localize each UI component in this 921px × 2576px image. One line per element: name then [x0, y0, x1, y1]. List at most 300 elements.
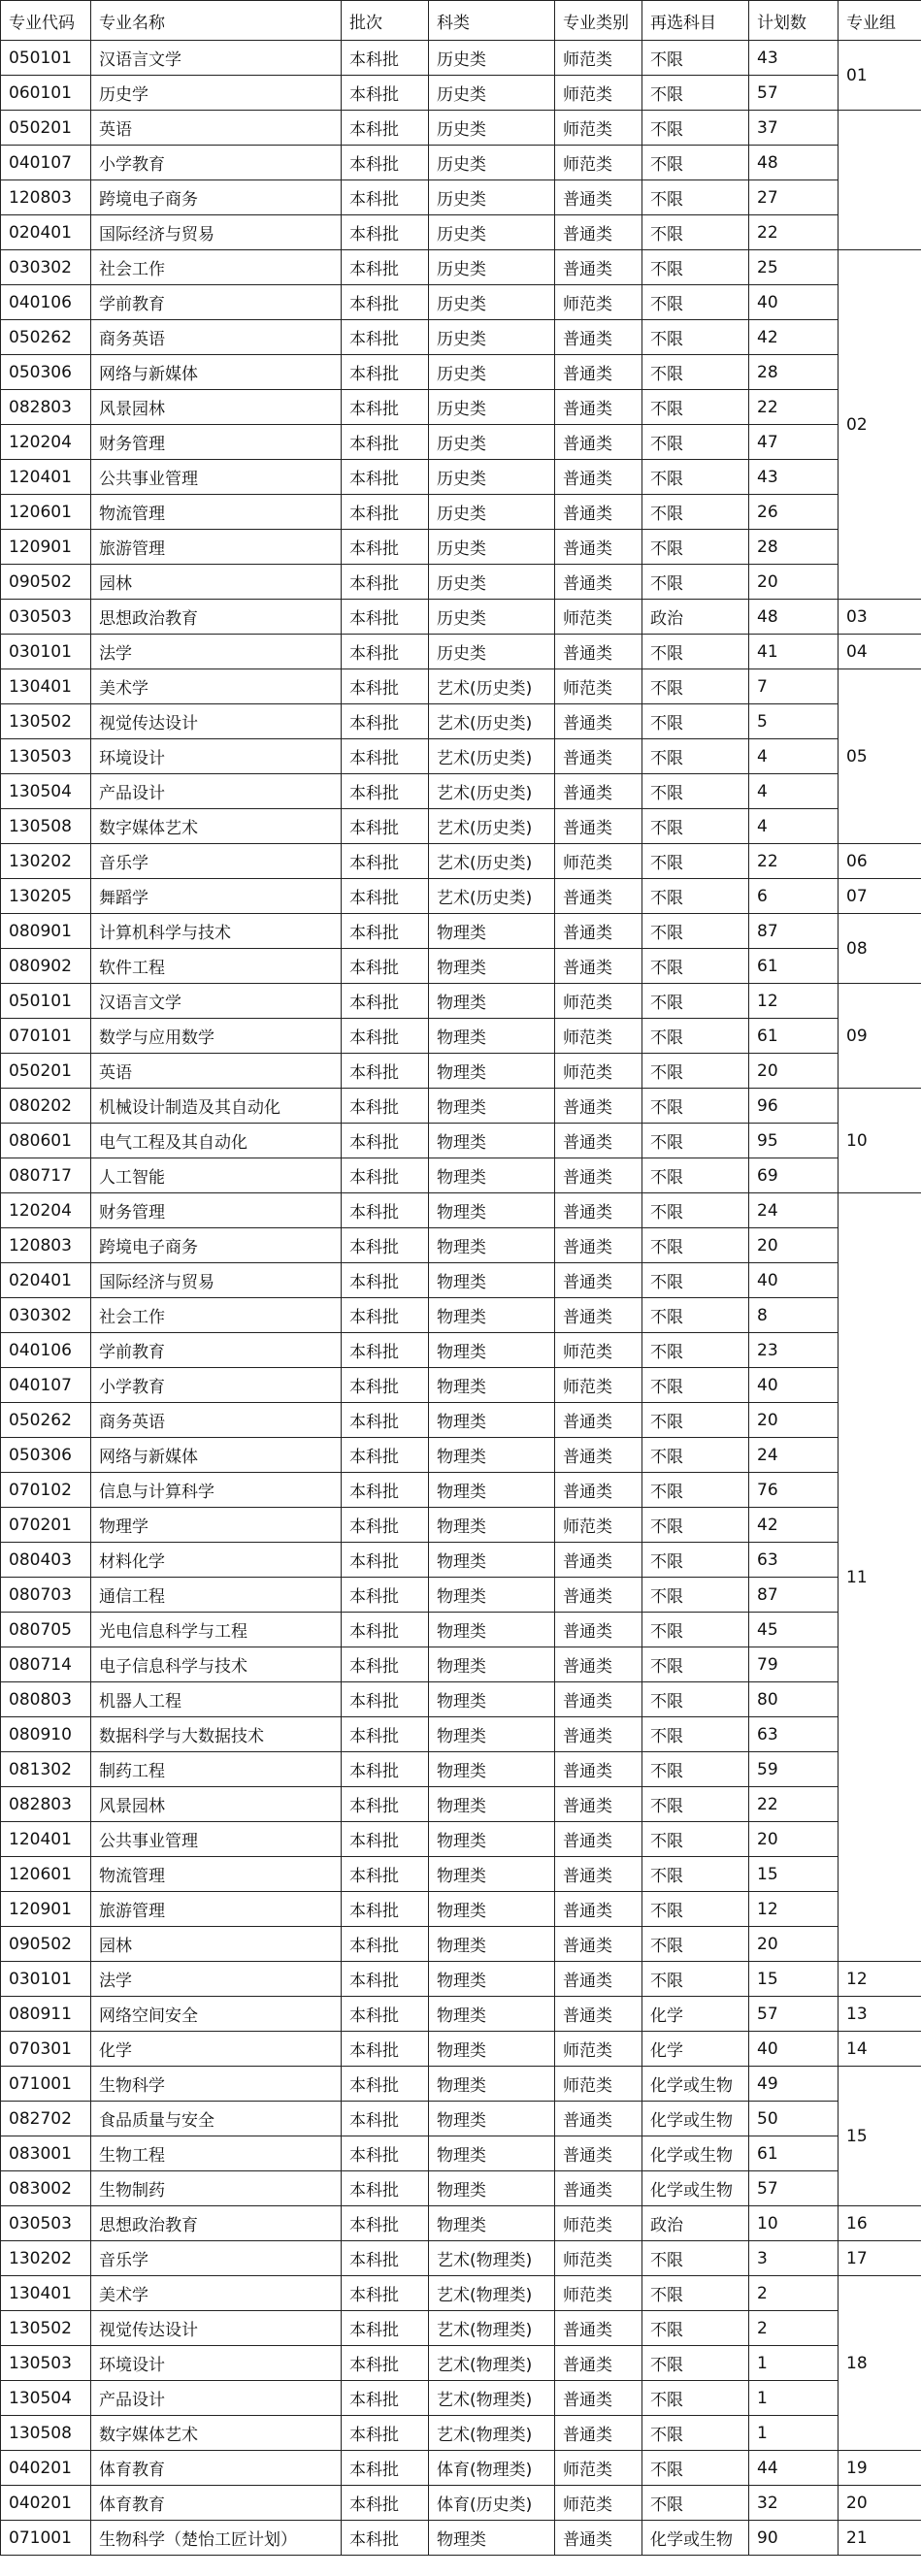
table-cell: 63 — [749, 1543, 839, 1578]
table-cell: 普通类 — [555, 565, 642, 600]
table-cell: 不限 — [642, 320, 749, 355]
table-cell: 80 — [749, 1682, 839, 1717]
table-cell: 本科批 — [342, 2416, 429, 2451]
table-cell: 物理类 — [429, 1927, 555, 1962]
table-cell: 48 — [749, 146, 839, 180]
table-cell: 57 — [749, 2171, 839, 2206]
table-cell: 英语 — [91, 111, 342, 146]
table-cell: 083002 — [1, 2171, 91, 2206]
table-cell: 本科批 — [342, 1647, 429, 1682]
table-cell: 物理类 — [429, 2521, 555, 2556]
table-cell: 物理类 — [429, 1368, 555, 1403]
table-row — [1, 1403, 921, 1438]
table-cell: 普通类 — [555, 180, 642, 215]
table-cell: 本科批 — [342, 41, 429, 76]
table-cell: 师范类 — [555, 1333, 642, 1368]
column-header: 专业代码 — [1, 1, 91, 41]
table-cell: 化学 — [642, 2032, 749, 2067]
table-cell: 49 — [749, 2067, 839, 2102]
table-cell: 42 — [749, 1508, 839, 1543]
table-cell: 40 — [749, 285, 839, 320]
table-cell: 本科批 — [342, 495, 429, 530]
table-cell: 本科批 — [342, 1682, 429, 1717]
column-header: 计划数 — [749, 1, 839, 41]
table-cell: 不限 — [642, 460, 749, 495]
table-cell: 师范类 — [555, 984, 642, 1019]
table-cell: 普通类 — [555, 1647, 642, 1682]
table-cell: 环境设计 — [91, 2346, 342, 2381]
table-row — [1, 704, 921, 739]
table-cell: 6 — [749, 879, 839, 914]
table-cell: 本科批 — [342, 1019, 429, 1054]
table-cell: 普通类 — [555, 1927, 642, 1962]
group-cell — [839, 111, 921, 250]
column-header: 批次 — [342, 1, 429, 41]
table-row — [1, 669, 921, 704]
table-cell: 12 — [749, 1892, 839, 1927]
table-cell: 不限 — [642, 2311, 749, 2346]
table-cell: 物理类 — [429, 2067, 555, 2102]
table-cell: 本科批 — [342, 2206, 429, 2241]
table-cell: 艺术(历史类) — [429, 809, 555, 844]
table-cell: 普通类 — [555, 1438, 642, 1473]
table-cell: 人工智能 — [91, 1158, 342, 1193]
table-cell: 43 — [749, 41, 839, 76]
table-cell: 40 — [749, 1368, 839, 1403]
table-cell: 物理类 — [429, 2032, 555, 2067]
table-cell: 不限 — [642, 1019, 749, 1054]
table-cell: 本科批 — [342, 2276, 429, 2311]
table-cell: 20 — [749, 565, 839, 600]
table-cell: 7 — [749, 669, 839, 704]
table-cell: 化学 — [91, 2032, 342, 2067]
table-cell: 不限 — [642, 879, 749, 914]
table-cell: 数字媒体艺术 — [91, 809, 342, 844]
table-cell: 本科批 — [342, 320, 429, 355]
table-cell: 艺术(物理类) — [429, 2241, 555, 2276]
table-cell: 美术学 — [91, 2276, 342, 2311]
table-cell: 物理类 — [429, 2136, 555, 2171]
table-row — [1, 1263, 921, 1298]
table-cell: 040106 — [1, 285, 91, 320]
table-cell: 不限 — [642, 565, 749, 600]
table-cell: 020401 — [1, 1263, 91, 1298]
group-cell: 09 — [839, 984, 921, 1089]
table-cell: 本科批 — [342, 1717, 429, 1752]
table-cell: 12 — [749, 984, 839, 1019]
table-cell: 本科批 — [342, 1857, 429, 1892]
table-row — [1, 1997, 921, 2032]
table-cell: 47 — [749, 425, 839, 460]
table-cell: 本科批 — [342, 1578, 429, 1613]
table-row — [1, 1298, 921, 1333]
group-cell: 11 — [839, 1193, 921, 1962]
table-cell: 体育教育 — [91, 2486, 342, 2521]
table-cell: 普通类 — [555, 2102, 642, 2136]
table-row — [1, 2171, 921, 2206]
table-cell: 思想政治教育 — [91, 2206, 342, 2241]
table-row — [1, 2381, 921, 2416]
table-cell: 2 — [749, 2311, 839, 2346]
table-row — [1, 180, 921, 215]
table-cell: 物理类 — [429, 1508, 555, 1543]
table-cell: 园林 — [91, 1927, 342, 1962]
table-cell: 艺术(物理类) — [429, 2381, 555, 2416]
table-cell: 生物科学（楚怡工匠计划） — [91, 2521, 342, 2556]
table-cell: 120803 — [1, 180, 91, 215]
group-cell: 04 — [839, 635, 921, 669]
table-cell: 不限 — [642, 1543, 749, 1578]
table-row — [1, 600, 921, 635]
table-cell: 普通类 — [555, 1787, 642, 1822]
table-cell: 音乐学 — [91, 844, 342, 879]
table-cell: 普通类 — [555, 2381, 642, 2416]
table-cell: 师范类 — [555, 76, 642, 111]
table-cell: 090502 — [1, 565, 91, 600]
group-cell: 07 — [839, 879, 921, 914]
table-cell: 历史类 — [429, 390, 555, 425]
table-cell: 不限 — [642, 1647, 749, 1682]
table-row — [1, 1158, 921, 1193]
table-cell: 不限 — [642, 1717, 749, 1752]
table-cell: 本科批 — [342, 2311, 429, 2346]
table-cell: 050101 — [1, 41, 91, 76]
table-cell: 本科批 — [342, 1543, 429, 1578]
table-cell: 软件工程 — [91, 949, 342, 984]
table-cell: 5 — [749, 704, 839, 739]
table-row — [1, 2136, 921, 2171]
table-cell: 1 — [749, 2416, 839, 2451]
table-cell: 不限 — [642, 1228, 749, 1263]
table-cell: 师范类 — [555, 2451, 642, 2486]
table-cell: 不限 — [642, 949, 749, 984]
table-cell: 120601 — [1, 1857, 91, 1892]
table-cell: 跨境电子商务 — [91, 1228, 342, 1263]
table-row — [1, 1228, 921, 1263]
group-cell: 08 — [839, 914, 921, 984]
table-row — [1, 2416, 921, 2451]
table-cell: 物理类 — [429, 949, 555, 984]
table-cell: 082803 — [1, 390, 91, 425]
table-cell: 师范类 — [555, 146, 642, 180]
table-cell: 不限 — [642, 2451, 749, 2486]
table-cell: 不限 — [642, 704, 749, 739]
table-cell: 083001 — [1, 2136, 91, 2171]
table-cell: 法学 — [91, 1962, 342, 1997]
table-cell: 物理类 — [429, 1997, 555, 2032]
column-header: 专业名称 — [91, 1, 342, 41]
table-cell: 071001 — [1, 2067, 91, 2102]
table-cell: 本科批 — [342, 2171, 429, 2206]
table-cell: 080705 — [1, 1613, 91, 1647]
table-cell: 师范类 — [555, 2206, 642, 2241]
table-row — [1, 111, 921, 146]
table-cell: 师范类 — [555, 1368, 642, 1403]
table-cell: 不限 — [642, 2276, 749, 2311]
table-cell: 本科批 — [342, 704, 429, 739]
table-row — [1, 2521, 921, 2556]
table-cell: 生物制药 — [91, 2171, 342, 2206]
table-cell: 物理类 — [429, 1228, 555, 1263]
table-cell: 本科批 — [342, 215, 429, 250]
table-cell: 普通类 — [555, 1613, 642, 1647]
table-cell: 27 — [749, 180, 839, 215]
table-cell: 本科批 — [342, 565, 429, 600]
table-cell: 120901 — [1, 530, 91, 565]
table-cell: 不限 — [642, 844, 749, 879]
table-cell: 物理学 — [91, 1508, 342, 1543]
table-cell: 普通类 — [555, 320, 642, 355]
table-cell: 50 — [749, 2102, 839, 2136]
table-cell: 政治 — [642, 2206, 749, 2241]
table-cell: 不限 — [642, 1787, 749, 1822]
table-cell: 96 — [749, 1089, 839, 1124]
table-cell: 030101 — [1, 635, 91, 669]
table-cell: 030101 — [1, 1962, 91, 1997]
table-row — [1, 1682, 921, 1717]
table-row — [1, 635, 921, 669]
table-cell: 070301 — [1, 2032, 91, 2067]
table-cell: 030302 — [1, 250, 91, 285]
table-cell: 历史类 — [429, 355, 555, 390]
table-row — [1, 1578, 921, 1613]
table-row — [1, 1962, 921, 1997]
table-cell: 不限 — [642, 1962, 749, 1997]
table-cell: 普通类 — [555, 1543, 642, 1578]
table-cell: 不限 — [642, 1333, 749, 1368]
table-cell: 本科批 — [342, 2451, 429, 2486]
group-cell: 12 — [839, 1962, 921, 1997]
table-cell: 050262 — [1, 320, 91, 355]
table-cell: 不限 — [642, 1752, 749, 1787]
table-cell: 化学或生物 — [642, 2136, 749, 2171]
table-cell: 物理类 — [429, 1822, 555, 1857]
table-cell: 本科批 — [342, 1403, 429, 1438]
table-cell: 政治 — [642, 600, 749, 635]
table-cell: 130508 — [1, 809, 91, 844]
table-cell: 普通类 — [555, 1228, 642, 1263]
table-cell: 普通类 — [555, 355, 642, 390]
table-row — [1, 250, 921, 285]
table-cell: 本科批 — [342, 1892, 429, 1927]
table-cell: 历史类 — [429, 146, 555, 180]
table-cell: 不限 — [642, 2486, 749, 2521]
table-cell: 120204 — [1, 1193, 91, 1228]
table-row — [1, 2276, 921, 2311]
table-cell: 040201 — [1, 2451, 91, 2486]
table-cell: 小学教育 — [91, 146, 342, 180]
table-cell: 国际经济与贸易 — [91, 1263, 342, 1298]
table-cell: 物理类 — [429, 2171, 555, 2206]
table-cell: 商务英语 — [91, 1403, 342, 1438]
table-row — [1, 285, 921, 320]
table-row — [1, 2346, 921, 2381]
table-row — [1, 2241, 921, 2276]
table-cell: 130504 — [1, 774, 91, 809]
table-cell: 普通类 — [555, 1089, 642, 1124]
table-cell: 不限 — [642, 1368, 749, 1403]
table-cell: 130508 — [1, 2416, 91, 2451]
table-cell: 不限 — [642, 1473, 749, 1508]
table-cell: 历史类 — [429, 425, 555, 460]
table-cell: 普通类 — [555, 1263, 642, 1298]
table-cell: 物理类 — [429, 1403, 555, 1438]
table-cell: 40 — [749, 2032, 839, 2067]
table-cell: 130503 — [1, 739, 91, 774]
table-row — [1, 984, 921, 1019]
table-row — [1, 530, 921, 565]
table-row — [1, 1193, 921, 1228]
table-cell: 2 — [749, 2276, 839, 2311]
table-cell: 商务英语 — [91, 320, 342, 355]
table-cell: 本科批 — [342, 949, 429, 984]
table-row — [1, 1438, 921, 1473]
table-cell: 不限 — [642, 285, 749, 320]
table-cell: 历史类 — [429, 635, 555, 669]
table-cell: 普通类 — [555, 1193, 642, 1228]
table-cell: 本科批 — [342, 2346, 429, 2381]
table-cell: 视觉传达设计 — [91, 2311, 342, 2346]
table-cell: 体育(物理类) — [429, 2451, 555, 2486]
table-row — [1, 879, 921, 914]
table-cell: 历史类 — [429, 565, 555, 600]
table-cell: 普通类 — [555, 2521, 642, 2556]
table-cell: 艺术(历史类) — [429, 704, 555, 739]
table-cell: 本科批 — [342, 111, 429, 146]
table-cell: 物理类 — [429, 2102, 555, 2136]
table-cell: 20 — [749, 1403, 839, 1438]
table-cell: 化学 — [642, 1997, 749, 2032]
table-cell: 080703 — [1, 1578, 91, 1613]
table-cell: 师范类 — [555, 41, 642, 76]
table-cell: 120204 — [1, 425, 91, 460]
table-cell: 不限 — [642, 180, 749, 215]
table-cell: 物理类 — [429, 1543, 555, 1578]
table-cell: 不限 — [642, 1682, 749, 1717]
group-cell: 13 — [839, 1997, 921, 2032]
table-row — [1, 76, 921, 111]
table-row — [1, 2102, 921, 2136]
table-cell: 76 — [749, 1473, 839, 1508]
table-cell: 本科批 — [342, 250, 429, 285]
table-cell: 080714 — [1, 1647, 91, 1682]
table-cell: 普通类 — [555, 1473, 642, 1508]
table-cell: 040106 — [1, 1333, 91, 1368]
table-cell: 030503 — [1, 2206, 91, 2241]
table-row — [1, 1857, 921, 1892]
table-row — [1, 1752, 921, 1787]
table-row — [1, 495, 921, 530]
table-cell: 物理类 — [429, 2206, 555, 2241]
table-cell: 24 — [749, 1438, 839, 1473]
table-cell: 艺术(物理类) — [429, 2311, 555, 2346]
table-cell: 3 — [749, 2241, 839, 2276]
table-cell: 本科批 — [342, 669, 429, 704]
table-cell: 光电信息科学与工程 — [91, 1613, 342, 1647]
table-cell: 本科批 — [342, 146, 429, 180]
table-cell: 15 — [749, 1962, 839, 1997]
table-cell: 普通类 — [555, 914, 642, 949]
table-cell: 40 — [749, 1263, 839, 1298]
table-cell: 物理类 — [429, 914, 555, 949]
table-cell: 不限 — [642, 2346, 749, 2381]
table-cell: 本科批 — [342, 1333, 429, 1368]
table-cell: 不限 — [642, 1403, 749, 1438]
table-cell: 本科批 — [342, 2241, 429, 2276]
table-cell: 视觉传达设计 — [91, 704, 342, 739]
table-cell: 050201 — [1, 1054, 91, 1089]
table-cell: 24 — [749, 1193, 839, 1228]
table-cell: 机器人工程 — [91, 1682, 342, 1717]
table-cell: 本科批 — [342, 1508, 429, 1543]
table-cell: 070101 — [1, 1019, 91, 1054]
table-cell: 物理类 — [429, 1473, 555, 1508]
column-header: 专业组 — [839, 1, 921, 41]
table-cell: 4 — [749, 809, 839, 844]
table-cell: 本科批 — [342, 1613, 429, 1647]
table-cell: 师范类 — [555, 111, 642, 146]
table-cell: 20 — [749, 1054, 839, 1089]
table-cell: 普通类 — [555, 215, 642, 250]
table-cell: 普通类 — [555, 704, 642, 739]
table-cell: 物理类 — [429, 1089, 555, 1124]
table-cell: 130202 — [1, 2241, 91, 2276]
column-header: 科类 — [429, 1, 555, 41]
table-cell: 网络与新媒体 — [91, 1438, 342, 1473]
table-row — [1, 2486, 921, 2521]
table-cell: 90 — [749, 2521, 839, 2556]
table-cell: 机械设计制造及其自动化 — [91, 1089, 342, 1124]
table-cell: 不限 — [642, 635, 749, 669]
table-cell: 体育(历史类) — [429, 2486, 555, 2521]
table-cell: 公共事业管理 — [91, 1822, 342, 1857]
table-cell: 数学与应用数学 — [91, 1019, 342, 1054]
table-cell: 食品质量与安全 — [91, 2102, 342, 2136]
table-cell: 本科批 — [342, 1158, 429, 1193]
table-cell: 公共事业管理 — [91, 460, 342, 495]
table-cell: 130401 — [1, 2276, 91, 2311]
group-cell: 14 — [839, 2032, 921, 2067]
table-cell: 4 — [749, 739, 839, 774]
table-cell: 10 — [749, 2206, 839, 2241]
table-cell: 95 — [749, 1124, 839, 1158]
table-cell: 080902 — [1, 949, 91, 984]
table-cell: 120401 — [1, 460, 91, 495]
table-cell: 环境设计 — [91, 739, 342, 774]
table-cell: 化学或生物 — [642, 2521, 749, 2556]
table-cell: 艺术(历史类) — [429, 844, 555, 879]
table-cell: 产品设计 — [91, 774, 342, 809]
table-cell: 普通类 — [555, 1717, 642, 1752]
table-row — [1, 2067, 921, 2102]
column-header: 再选科目 — [642, 1, 749, 41]
table-cell: 物理类 — [429, 1298, 555, 1333]
table-cell: 物理类 — [429, 1333, 555, 1368]
table-cell: 22 — [749, 1787, 839, 1822]
table-cell: 61 — [749, 949, 839, 984]
table-cell: 42 — [749, 320, 839, 355]
table-cell: 艺术(历史类) — [429, 879, 555, 914]
table-cell: 本科批 — [342, 2486, 429, 2521]
table-cell: 080803 — [1, 1682, 91, 1717]
table-cell: 电气工程及其自动化 — [91, 1124, 342, 1158]
table-cell: 57 — [749, 76, 839, 111]
table-row — [1, 1124, 921, 1158]
table-cell: 030503 — [1, 600, 91, 635]
table-cell: 普通类 — [555, 1752, 642, 1787]
table-cell: 本科批 — [342, 2032, 429, 2067]
table-cell: 020401 — [1, 215, 91, 250]
